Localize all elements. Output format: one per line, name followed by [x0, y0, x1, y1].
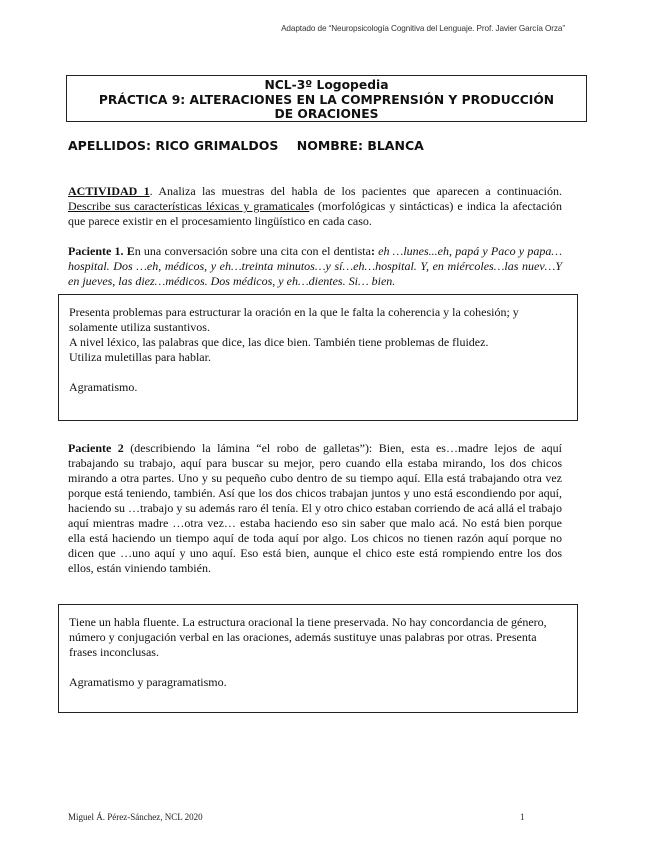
patient2-sample	[68, 441, 562, 576]
patient1-answer-line: Utiliza muletillas para hablar.	[69, 350, 211, 364]
patient2-label: Paciente 2	[68, 441, 124, 455]
patient1-transcript: eh …lunes...eh, papá y Paco y papa…hospital. Dos …eh, médicos, y eh…treinta minutos…y sí…eh…hospital. Y, en miércoles…las nuev…Y en jueves, las diez…médicos. Dos médicos, y eh…dientes. Si… bien.	[68, 244, 562, 288]
patient2-answer-box	[58, 604, 578, 713]
activity-intro: . Analiza las muestras del habla de los pacientes que aparecen a continuación.	[149, 184, 563, 198]
activity-instructions	[68, 184, 562, 229]
patient1-colon: :	[370, 244, 379, 258]
patient2-answer-text: Tiene un habla fluente. La estructura oracional la tiene preservada. No hay concordancia de género, número y conjugación verbal en las oraciones, además sustituye unas palabras por otras. Presenta frases inconclusas.	[69, 615, 547, 659]
activity-underlined: Describe sus características léxicas y gramaticale	[68, 199, 310, 213]
surname-value: RICO GRIMALDOS	[155, 138, 279, 153]
course-title: NCL-3º Logopedia	[264, 78, 389, 92]
patient2-transcript: (describiendo la lámina “el robo de galletas”): Bien, esta es…madre lejos de aquí trabajando su trabajo, aquí para buscar su mejor, pero cuando ella estaba mirando, los dos chicos mirando a otra partes. Uno y su pequeño cubo dentro de su tiempo aquí. Ella está trabajando otra vez porque está teniendo, también. Así que los dos chicos trabajan juntos y uno está escondiendo por aquí, haciendo su …trabajo y su además raro él tenía. El y otro chico estaban corriendo de acá allá el trabajo aquí mientras madre …otra vez… estaba haciendo eso sin saber que malo acá. No está bien porque ella está haciendo un tiempo aquí de toda aquí por algo. Los chicos no tienen razón aquí porque no dicen que …uno aquí y uno aquí. Eso está bien, aunque el chico este está rompiendo entre los dos ellos, están viniendo también.	[68, 441, 563, 575]
student-info	[68, 138, 424, 153]
name-label: NOMBRE:	[296, 138, 363, 153]
patient1-answer-line: Presenta problemas para estructurar la oración en la que le falta la coherencia y la cohesión; y solamente utiliza sustantivos.	[69, 305, 519, 334]
patient1-answer-line: A nivel léxico, las palabras que dice, las dice bien. También tiene problemas de fluidez.	[69, 335, 489, 349]
activity-rest: s (morfológicas y sintácticas) e indica la afectación que parece existir en el procesamiento lingüístico en cada caso.	[68, 199, 563, 228]
footer-author: Miguel Á. Pérez-Sánchez, NCL 2020	[68, 812, 203, 822]
patient1-context: n una conversación sobre una cita con el dentista	[134, 244, 371, 258]
patient1-sample	[68, 244, 562, 289]
patient1-conclusion: Agramatismo.	[69, 380, 138, 394]
patient1-label: Paciente 1. E	[68, 244, 135, 258]
practice-title: PRÁCTICA 9: ALTERACIONES EN LA COMPRENSIÓN Y PRODUCCIÓN	[98, 92, 555, 107]
patient2-conclusion: Agramatismo y paragramatismo.	[69, 675, 227, 689]
title-box	[66, 75, 587, 122]
patient1-answer-box	[58, 294, 578, 421]
practice-title-continued: DE ORACIONES	[274, 107, 379, 121]
header-attribution: Adaptado de “Neuropsicología Cognitiva del Lenguaje. Prof. Javier García Orza”	[281, 24, 565, 33]
name-value: BLANCA	[367, 138, 424, 153]
page-number: 1	[520, 812, 525, 822]
activity-label: ACTIVIDAD 1	[68, 184, 150, 198]
surname-label: APELLIDOS:	[68, 138, 151, 153]
